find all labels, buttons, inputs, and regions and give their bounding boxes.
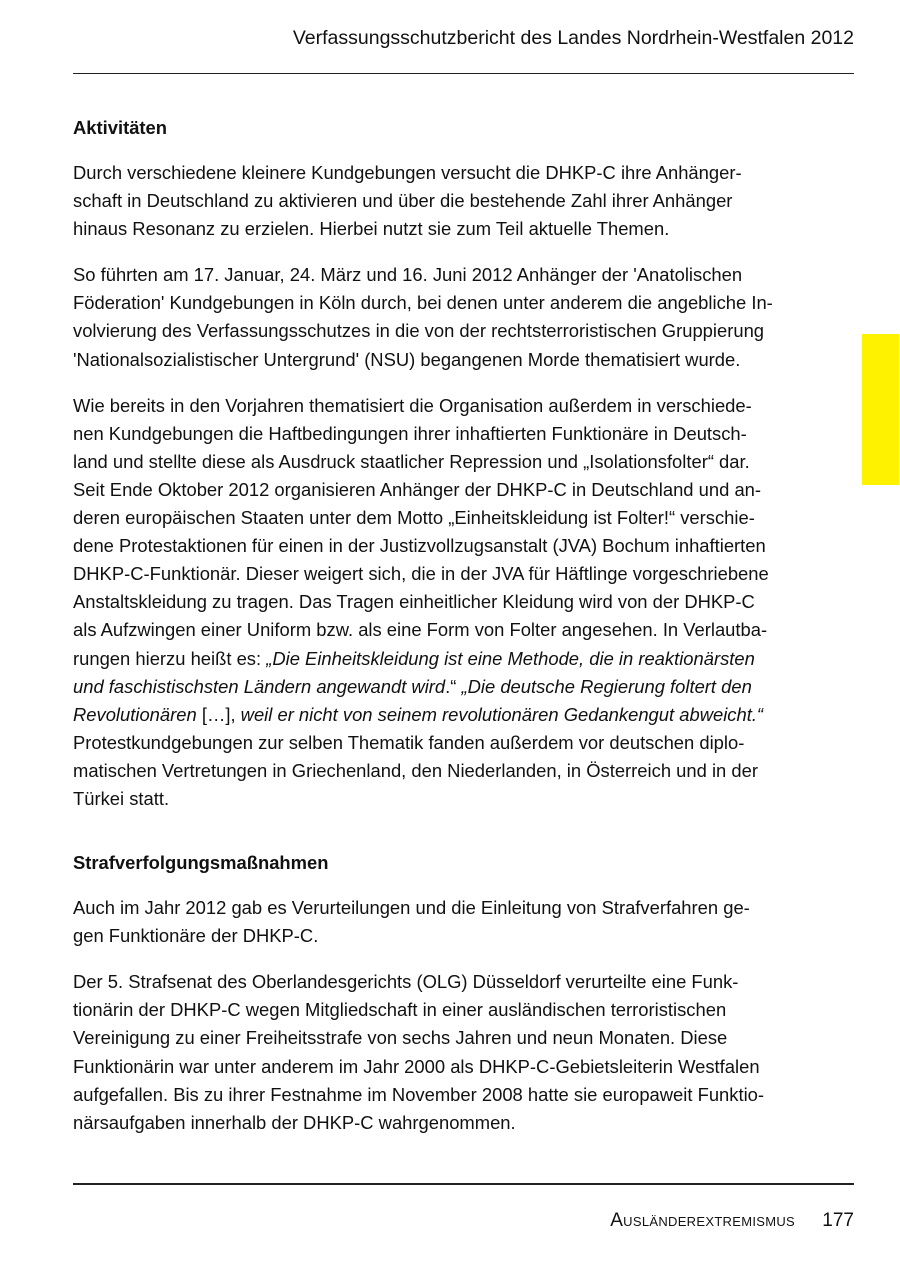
quote-line bbox=[73, 673, 833, 701]
quote-line bbox=[73, 645, 833, 673]
text-line: aufgefallen. Bis zu ihrer Festnahme im November 2008 hatte sie europaweit Funktio- bbox=[73, 1083, 765, 1105]
text-line: tionärin der DHKP-C wegen Mitgliedschaft in einer ausländischen terroristischen bbox=[73, 999, 727, 1021]
text-line: Durch verschiedene kleinere Kundgebungen versucht die DHKP-C ihre Anhänger- bbox=[73, 162, 742, 183]
text-line: Seit Ende Oktober 2012 organisieren Anhänger der DHKP-C in Deutschland und an- bbox=[73, 478, 762, 500]
text-line: dene Protestaktionen für einen in der Justizvollzugsanstalt (JVA) Bochum inhaftierten bbox=[73, 535, 766, 557]
text-line: deren europäischen Staaten unter dem Motto „Einheitskleidung ist Folter!“ verschie- bbox=[73, 507, 755, 529]
page-footer bbox=[610, 1207, 854, 1235]
text-line: matischen Vertretungen in Griechenland, den Niederlanden, in Österreich und in der bbox=[73, 759, 758, 781]
quote-text: „Die Einheitskleidung ist eine Methode, die in reaktionärsten bbox=[266, 647, 755, 669]
section-heading-aktivitaeten: Aktivitäten bbox=[73, 117, 168, 138]
quote-line bbox=[73, 701, 833, 729]
footer-section-name: Ausländerextremismus bbox=[610, 1210, 796, 1231]
footer-rule bbox=[73, 1183, 854, 1185]
text-line: nen Kundgebungen die Haftbedingungen ihrer inhaftierten Funktionäre in Deutsch- bbox=[73, 422, 747, 444]
header-rule bbox=[73, 73, 854, 74]
text-line: närsaufgaben innerhalb der DHKP-C wahrgenommen. bbox=[73, 1111, 516, 1133]
text-line: Der 5. Strafsenat des Oberlandesgerichts (OLG) Düsseldorf verurteilte eine Funk- bbox=[73, 971, 739, 993]
text-line: schaft in Deutschland zu aktivieren und über die bestehende Zahl ihrer Anhänger bbox=[73, 190, 733, 212]
text-line: land und stellte diese als Ausdruck staatlicher Repression und „Isolationsfolter“ dar. bbox=[73, 450, 750, 472]
paragraph bbox=[73, 261, 833, 373]
text-line: Anstaltskleidung zu tragen. Das Tragen einheitlicher Kleidung wird von der DHKP-C bbox=[73, 591, 755, 613]
text-line: DHKP-C-Funktionär. Dieser weigert sich, die in der JVA für Häftlinge vorgeschriebene bbox=[73, 563, 769, 585]
chapter-side-tab bbox=[862, 334, 899, 485]
text-line: Protestkundgebungen zur selben Thematik fanden außerdem vor deutschen diplo- bbox=[73, 731, 745, 753]
text-run: .“ bbox=[445, 675, 462, 697]
paragraph bbox=[73, 894, 833, 950]
text-line: So führten am 17. Januar, 24. März und 16. Juni 2012 Anhänger der 'Anatolischen bbox=[73, 264, 743, 286]
text-line: Föderation' Kundgebungen in Köln durch, bei denen unter anderem die angebliche In- bbox=[73, 292, 773, 314]
running-header-title: Verfassungsschutzbericht des Landes Nordrhein-Westfalen 2012 bbox=[292, 27, 854, 49]
quote-text: Revolutionären bbox=[73, 703, 197, 725]
text-line: Auch im Jahr 2012 gab es Verurteilungen und die Einleitung von Strafverfahren ge- bbox=[73, 897, 750, 919]
quote-text: „Die deutsche Regierung foltert den bbox=[461, 675, 752, 697]
quote-text: und faschistischsten Ländern angewandt wird bbox=[73, 675, 446, 697]
text-line: Vereinigung zu einer Freiheitsstrafe von sechs Jahren und neun Monaten. Diese bbox=[73, 1027, 728, 1049]
text-line: Funktionärin war unter anderem im Jahr 2000 als DHKP-C-Gebietsleiterin Westfalen bbox=[73, 1055, 760, 1077]
text-line: als Aufzwingen einer Uniform bzw. als eine Form von Folter angesehen. In Verlautba- bbox=[73, 619, 768, 641]
text-line: volvierung des Verfassungsschutzes in die von der rechtsterroristischen Gruppierung bbox=[73, 320, 765, 342]
text-run: rungen hierzu heißt es: bbox=[73, 647, 267, 669]
page-number: 177 bbox=[822, 1210, 854, 1231]
text-line: 'Nationalsozialistischer Untergrund' (NSU) begangenen Morde thematisiert wurde. bbox=[73, 348, 741, 370]
paragraph bbox=[73, 392, 833, 813]
paragraph bbox=[73, 159, 833, 243]
text-line: hinaus Resonanz zu erzielen. Hierbei nutzt sie zum Teil aktuelle Themen. bbox=[73, 218, 670, 240]
page-body bbox=[73, 114, 833, 1155]
section-heading-strafverfolgung: Strafverfolgungsmaßnahmen bbox=[73, 852, 329, 874]
text-line: gen Funktionäre der DHKP-C. bbox=[73, 925, 319, 947]
quote-text: weil er nicht von seinem revolutionären Gedankengut abweicht.“ bbox=[240, 703, 764, 725]
paragraph bbox=[73, 968, 833, 1137]
text-line: Wie bereits in den Vorjahren thematisiert die Organisation außerdem in verschiede- bbox=[73, 394, 752, 416]
text-run: […], bbox=[196, 703, 241, 725]
text-line: Türkei statt. bbox=[73, 787, 170, 809]
